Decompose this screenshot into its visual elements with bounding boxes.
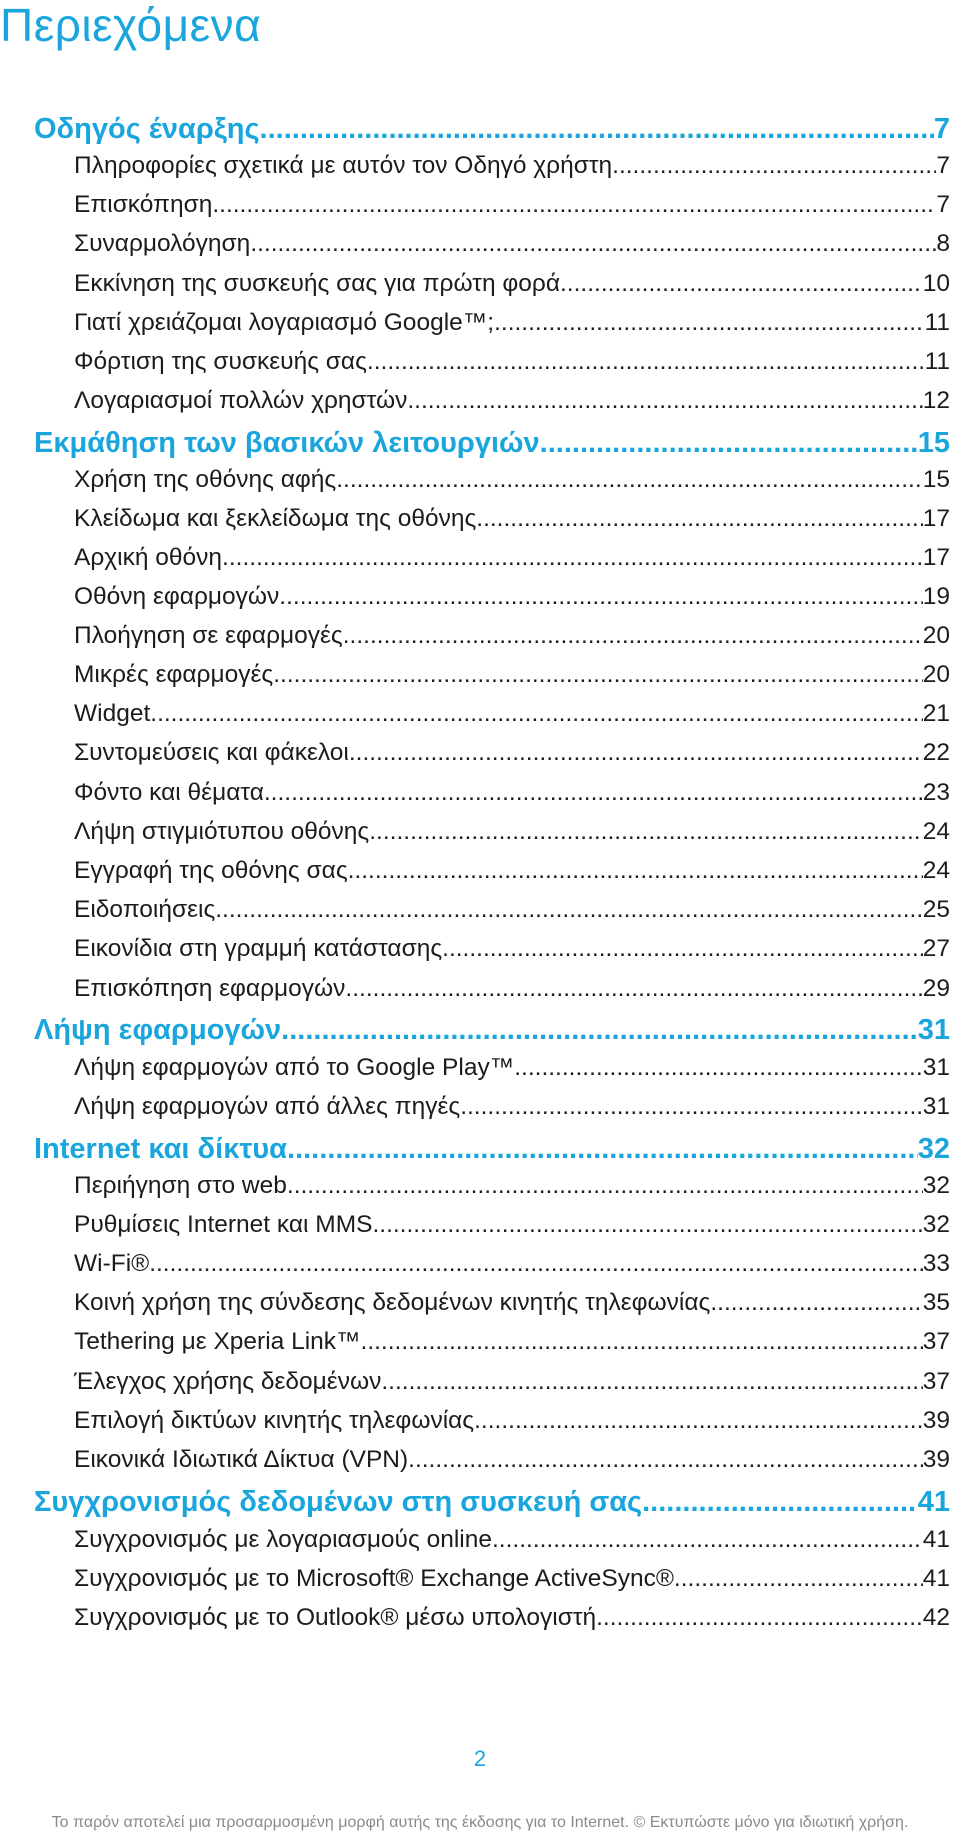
toc-page-number: 32 <box>922 1211 950 1238</box>
toc-entry-title: Κλείδωμα και ξεκλείδωμα της οθόνης <box>74 505 477 532</box>
toc-section-entry[interactable] <box>74 935 950 963</box>
toc-leader-dots <box>492 1526 923 1554</box>
toc-section-entry[interactable] <box>74 1407 950 1435</box>
toc-leader-dots <box>348 857 923 885</box>
toc-entry-title: Επισκόπηση <box>74 191 213 218</box>
toc-section-entry[interactable] <box>74 152 950 180</box>
toc-page-number: 17 <box>922 505 950 532</box>
toc-entry-title: Φόντο και θέματα <box>74 779 264 806</box>
toc-entry-title: Συγχρονισμός με το Outlook® μέσω υπολογιστή <box>74 1604 597 1631</box>
toc-leader-dots <box>367 348 925 376</box>
toc-leader-dots <box>540 427 918 460</box>
toc-entry-title: Λήψη εφαρμογών <box>34 1014 282 1046</box>
toc-leader-dots <box>407 387 922 415</box>
toc-section-entry[interactable] <box>74 309 950 337</box>
toc-page-number: 7 <box>933 113 950 145</box>
toc-entry-title: Γιατί χρειάζομαι λογαριασμό Google™; <box>74 309 495 336</box>
toc-section-entry[interactable] <box>74 583 950 611</box>
toc-page-number: 8 <box>936 230 950 257</box>
toc-section-entry[interactable] <box>74 387 950 415</box>
toc-entry-title: Εγγραφή της οθόνης σας <box>74 857 348 884</box>
toc-entry-title: Ειδοποιήσεις <box>74 896 216 923</box>
toc-leader-dots <box>612 152 936 180</box>
toc-leader-dots <box>372 1211 922 1239</box>
toc-leader-dots <box>408 1446 923 1474</box>
toc-section-entry[interactable] <box>74 1250 950 1278</box>
page-title: Περιεχόμενα <box>0 0 262 51</box>
toc-entry-title: Συγχρονισμός δεδομένων στη συσκευή σας <box>34 1486 643 1518</box>
toc-entry-title: Χρήση της οθόνης αφής <box>74 466 337 493</box>
toc-page-number: 39 <box>922 1407 950 1434</box>
toc-page-number: 27 <box>922 935 950 962</box>
toc-chapter-entry[interactable] <box>34 1133 950 1166</box>
toc-leader-dots <box>336 466 923 494</box>
toc-section-entry[interactable] <box>74 896 950 924</box>
toc-page-number: 31 <box>917 1014 950 1046</box>
toc-leader-dots <box>442 935 923 963</box>
toc-section-entry[interactable] <box>74 739 950 767</box>
toc-page-number: 29 <box>922 975 950 1002</box>
toc-page-number: 19 <box>922 583 950 610</box>
toc-page-number: 24 <box>922 857 950 884</box>
toc-leader-dots <box>264 779 923 807</box>
toc-entry-title: Λήψη εφαρμογών από το Google Play™ <box>74 1054 515 1081</box>
toc-section-entry[interactable] <box>74 818 950 846</box>
toc-leader-dots <box>361 1328 923 1356</box>
toc-entry-title: Συντομεύσεις και φάκελοι <box>74 739 349 766</box>
toc-entry-title: Συναρμολόγηση <box>74 230 251 257</box>
toc-leader-dots <box>460 1093 923 1121</box>
toc-leader-dots <box>281 1014 918 1047</box>
toc-page-number: 20 <box>922 661 950 688</box>
toc-section-entry[interactable] <box>74 1526 950 1554</box>
toc-page-number: 33 <box>922 1250 950 1277</box>
toc-entry-title: Επιλογή δικτύων κινητής τηλεφωνίας <box>74 1407 475 1434</box>
toc-page-number: 24 <box>922 818 950 845</box>
toc-entry-title: Πληροφορίες σχετικά με αυτόν τον Οδηγό χρήστη <box>74 152 613 179</box>
toc-page-number: 39 <box>922 1446 950 1473</box>
toc-leader-dots <box>260 113 934 146</box>
toc-leader-dots <box>287 1133 918 1166</box>
toc-section-entry[interactable] <box>74 1328 950 1356</box>
toc-entry-title: Εικονίδια στη γραμμή κατάστασης <box>74 935 443 962</box>
toc-leader-dots <box>596 1604 923 1632</box>
toc-entry-title: Wi-Fi® <box>74 1250 150 1277</box>
toc-leader-dots <box>642 1486 918 1519</box>
toc-entry-title: Συγχρονισμός με λογαριασμούς online <box>74 1526 492 1553</box>
toc-leader-dots <box>476 505 922 533</box>
toc-section-entry[interactable] <box>74 857 950 885</box>
toc-page-number: 41 <box>917 1486 950 1518</box>
toc-leader-dots <box>150 700 922 728</box>
toc-page-number: 12 <box>922 387 950 414</box>
toc-section-entry[interactable] <box>74 1368 950 1396</box>
toc-section-entry[interactable] <box>74 1172 950 1200</box>
toc-leader-dots <box>381 1368 922 1396</box>
toc-entry-title: Λήψη στιγμιότυπου οθόνης <box>74 818 370 845</box>
toc-entry-title: Οθόνη εφαρμογών <box>74 583 280 610</box>
toc-page-number: 32 <box>922 1172 950 1199</box>
toc-section-entry[interactable] <box>74 270 950 298</box>
toc-page-number: 23 <box>922 779 950 806</box>
toc-entry-title: Μικρές εφαρμογές <box>74 661 274 688</box>
toc-entry-title: Αρχική οθόνη <box>74 544 223 571</box>
toc-page-number: 15 <box>922 466 950 493</box>
toc-leader-dots <box>514 1054 923 1082</box>
toc-leader-dots <box>149 1250 923 1278</box>
toc-section-entry[interactable] <box>74 1054 950 1082</box>
toc-section-entry[interactable] <box>74 1446 950 1474</box>
toc-leader-dots <box>279 583 922 611</box>
toc-page-number: 7 <box>936 152 950 179</box>
toc-section-entry[interactable] <box>74 1604 950 1632</box>
toc-leader-dots <box>474 1407 923 1435</box>
toc-leader-dots <box>560 270 923 298</box>
toc-entry-title: Λήψη εφαρμογών από άλλες πηγές <box>74 1093 461 1120</box>
toc-section-entry[interactable] <box>74 505 950 533</box>
toc-page-number: 37 <box>922 1328 950 1355</box>
toc-section-entry[interactable] <box>74 700 950 728</box>
toc-entry-title: Εικονικά Ιδιωτικά Δίκτυα (VPN) <box>74 1446 409 1473</box>
toc-page-number: 10 <box>922 270 950 297</box>
toc-entry-title: Περιήγηση στο web <box>74 1172 287 1199</box>
toc-page-number: 41 <box>922 1526 950 1553</box>
toc-section-entry[interactable] <box>74 779 950 807</box>
toc-entry-title: Επισκόπηση εφαρμογών <box>74 975 346 1002</box>
toc-entry-title: Widget <box>74 700 151 727</box>
toc-entry-title: Tethering με Xperia Link™ <box>74 1328 361 1355</box>
toc-section-entry[interactable] <box>74 1211 950 1239</box>
toc-page-number: 31 <box>922 1093 950 1120</box>
toc-entry-title: Έλεγχος χρήσης δεδομένων <box>74 1368 382 1395</box>
toc-leader-dots <box>674 1565 923 1593</box>
toc-page-number: 42 <box>922 1604 950 1631</box>
toc-page-number: 17 <box>922 544 950 571</box>
toc-section-entry[interactable] <box>74 975 950 1003</box>
toc-entry-title: Οδηγός έναρξης <box>34 113 260 145</box>
toc-leader-dots <box>710 1289 922 1317</box>
toc-page-number: 32 <box>917 1133 950 1165</box>
toc-page-number: 31 <box>922 1054 950 1081</box>
toc-section-entry[interactable] <box>74 1289 950 1317</box>
toc-page-number: 22 <box>922 739 950 766</box>
toc-leader-dots <box>212 191 936 219</box>
footer-note: Το παρόν αποτελεί μια προσαρμοσμένη μορφή αυτής της έκδοσης για το Internet. © Εκτυπώστε μόνο για ιδιωτική χρήση. <box>51 1814 909 1831</box>
toc-entry-title: Internet και δίκτυα <box>34 1133 288 1165</box>
toc-chapter-entry[interactable] <box>34 1014 950 1047</box>
toc-leader-dots <box>345 975 922 1003</box>
toc-page-number: 20 <box>922 622 950 649</box>
toc-entry-title: Κοινή χρήση της σύνδεσης δεδομένων κινητής τηλεφωνίας <box>74 1289 711 1316</box>
toc-page-number: 35 <box>922 1289 950 1316</box>
toc-section-entry[interactable] <box>74 348 950 376</box>
toc-page-number: 7 <box>936 191 950 218</box>
toc-page-number: 37 <box>922 1368 950 1395</box>
toc-leader-dots <box>369 818 922 846</box>
toc-section-entry[interactable] <box>74 230 950 258</box>
toc-chapter-entry[interactable] <box>34 113 950 146</box>
toc-chapter-entry[interactable] <box>34 1486 950 1519</box>
toc-page-number: 11 <box>924 348 950 375</box>
toc-section-entry[interactable] <box>74 622 950 650</box>
toc-section-entry[interactable] <box>74 1093 950 1121</box>
toc-entry-title: Εκμάθηση των βασικών λειτουργιών <box>34 427 540 459</box>
page-number: 2 <box>473 1746 487 1771</box>
toc-leader-dots <box>222 544 923 572</box>
toc-page-number: 41 <box>922 1565 950 1592</box>
toc-entry-title: Εκκίνηση της συσκευής σας για πρώτη φορά <box>74 270 560 297</box>
toc-chapter-entry[interactable] <box>34 427 950 460</box>
toc-section-entry[interactable] <box>74 661 950 689</box>
toc-page-number: 25 <box>922 896 950 923</box>
toc-leader-dots <box>273 661 923 689</box>
toc-entry-title: Φόρτιση της συσκευής σας <box>74 348 367 375</box>
toc-page-number: 21 <box>922 700 950 727</box>
toc-entry-title: Συγχρονισμός με το Microsoft® Exchange ActiveSync® <box>74 1565 674 1592</box>
toc-leader-dots <box>349 739 923 767</box>
toc-leader-dots <box>250 230 936 258</box>
toc-section-entry[interactable] <box>74 544 950 572</box>
toc-entry-title: Ρυθμίσεις Internet και MMS <box>74 1211 373 1238</box>
toc-leader-dots <box>287 1172 923 1200</box>
toc-leader-dots <box>343 622 923 650</box>
toc-section-entry[interactable] <box>74 1565 950 1593</box>
toc-section-entry[interactable] <box>74 191 950 219</box>
toc-entry-title: Πλοήγηση σε εφαρμογές <box>74 622 343 649</box>
toc-leader-dots <box>494 309 924 337</box>
toc-section-entry[interactable] <box>74 466 950 494</box>
toc-entry-title: Λογαριασμοί πολλών χρηστών <box>74 387 408 414</box>
toc-leader-dots <box>215 896 922 924</box>
toc-page-number: 11 <box>924 309 950 336</box>
toc-page-number: 15 <box>917 427 950 459</box>
